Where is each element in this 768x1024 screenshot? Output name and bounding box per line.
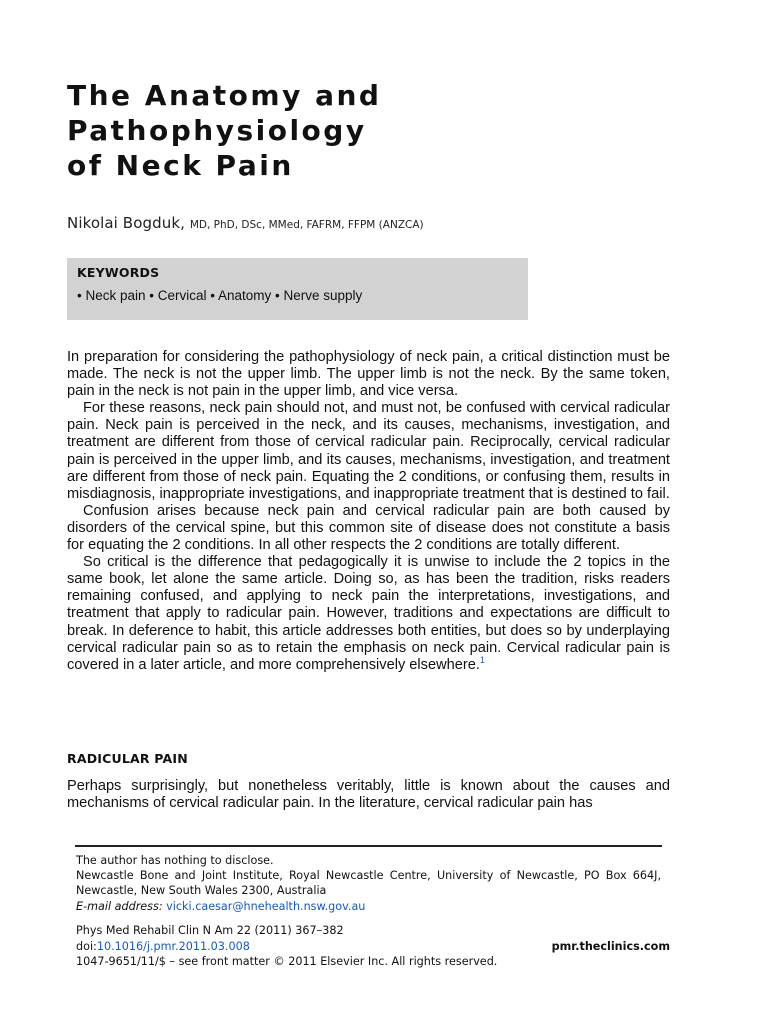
doi-label: doi: xyxy=(76,939,97,953)
keywords-box xyxy=(67,258,528,320)
email-note xyxy=(76,899,661,914)
title-line: Pathophysiology xyxy=(67,114,367,147)
journal-info xyxy=(76,923,670,970)
footnote-divider xyxy=(75,845,662,847)
body-paragraph: So critical is the difference that pedagogically it is unwise to include the 2 topics in the same book, let alone the same article. Doing so, as has been the tradition, risks readers remaining confused, and applying to neck pain the interpretations, investigations, and treatment that apply to radicular pain. However, traditions and expectations are difficult to break. In deference to habit, this article addresses both entities, but does so by underplaying cervical radicular pain so as to retain the emphasis on neck pain. Cervical radicular pain is covered in a later article, and more comprehensively elsewhere. xyxy=(67,554,670,673)
author-name: Nikolai Bogduk, xyxy=(67,214,185,232)
title-line: of Neck Pain xyxy=(67,149,294,182)
citation-line: Phys Med Rehabil Clin N Am 22 (2011) 367–382 xyxy=(76,924,344,937)
article-title xyxy=(67,78,381,183)
author-line xyxy=(67,214,424,232)
author-credentials: MD, PhD, DSc, MMed, FAFRM, FFPM (ANZCA) xyxy=(189,219,424,231)
section-heading: RADICULAR PAIN xyxy=(67,751,188,766)
email-link[interactable]: vicki.caesar@hnehealth.nsw.gov.au xyxy=(166,899,366,913)
section-paragraph: Perhaps surprisingly, but nonetheless veritably, little is known about the causes and mechanisms of cervical radicular pain. In the literature, cervical radicular pain has xyxy=(67,778,670,812)
website-link[interactable]: pmr.theclinics.com xyxy=(551,939,670,953)
keywords-list: • Neck pain • Cervical • Anatomy • Nerve supply xyxy=(77,288,363,303)
footnotes xyxy=(76,853,661,914)
copyright-line: 1047-9651/11/$ – see front matter © 2011 Elsevier Inc. All rights reserved. xyxy=(76,955,498,968)
disclosure-note: The author has nothing to disclose. xyxy=(76,854,274,867)
title-line: The Anatomy and xyxy=(67,79,382,112)
reference-link[interactable]: 1 xyxy=(479,654,485,665)
body-paragraph: In preparation for considering the pathophysiology of neck pain, a critical distinction must be made. The neck is not the upper limb. The upper limb is not the neck. By the same token, pain in the neck is not pain in the upper limb, and vice versa. xyxy=(67,349,670,400)
body-paragraph-with-ref xyxy=(67,554,670,674)
article-body xyxy=(67,349,670,674)
affiliation-note: Newcastle Bone and Joint Institute, Royal Newcastle Centre, University of Newcastle, PO Box 664J, Newcastle, New South Wales 2300, Australia xyxy=(76,869,661,898)
keywords-heading: KEYWORDS xyxy=(77,265,160,280)
doi-link[interactable]: 10.1016/j.pmr.2011.03.008 xyxy=(96,939,250,953)
body-paragraph: For these reasons, neck pain should not, and must not, be confused with cervical radicular pain. Neck pain is perceived in the neck, and its causes, mechanisms, investigation, and treatment are different from those of cervical radicular pain. Reciprocally, cervical radicular pain is perceived in the upper limb, and its causes, mechanisms, investigation, and treatment are different from those of neck pain. Equating the 2 conditions, or confusing them, results in misdiagnosis, inappropriate investigations, and inappropriate treatment that is destined to fail. xyxy=(67,400,670,502)
body-paragraph: Confusion arises because neck pain and cervical radicular pain are both caused by disorders of the cervical spine, but this common site of disease does not constitute a basis for equating the 2 conditions. In all other respects the 2 conditions are totally different. xyxy=(67,502,670,554)
doi-line xyxy=(76,939,670,955)
email-label: E-mail address: xyxy=(76,899,163,913)
